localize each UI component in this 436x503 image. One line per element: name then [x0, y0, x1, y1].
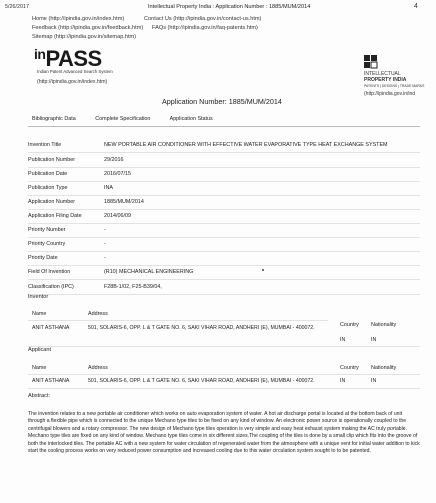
divider: [28, 181, 420, 182]
divider: [28, 152, 420, 153]
field-label-priority-date: Priority Date: [28, 255, 58, 261]
inventor-nationality: IN: [371, 337, 377, 343]
field-value-priority-number: -: [104, 227, 106, 233]
field-value-publication-type: INA: [104, 185, 113, 191]
application-number-heading: Application Number: 1885/MUM/2014: [162, 97, 282, 106]
inventor-section-label: Inventor: [28, 294, 49, 300]
field-value-field-of-invention: (R10) MECHANICAL ENGINEERING: [104, 269, 194, 275]
field-value-priority-country: -: [104, 241, 106, 247]
field-value-publication-date: 2016/07/15: [104, 171, 131, 177]
field-label-publication-number: Publication Number: [28, 157, 76, 163]
inventor-header-nationality: Nationality: [371, 322, 397, 328]
applicant-country: IN: [340, 378, 346, 384]
divider: [28, 320, 328, 321]
tab-application-status[interactable]: Application Status: [169, 116, 213, 122]
applicant-section-label: Applicant: [28, 347, 52, 353]
field-value-application-number: 1885/MUM/2014: [104, 199, 144, 205]
field-label-priority-country: Priority Country: [28, 241, 66, 247]
inventor-header-address: Address: [88, 311, 108, 317]
tab-complete-specification[interactable]: Complete Specification: [95, 116, 151, 122]
tab-bibliographic-data[interactable]: Bibliographic Data: [32, 116, 76, 122]
field-label-application-number: Application Number: [28, 199, 76, 205]
logo-subtitle: Indian Patent Advanced Search System: [37, 69, 113, 74]
applicant-header-country: Country: [340, 365, 359, 371]
field-value-priority-date: -: [104, 255, 106, 261]
field-label-publication-type: Publication Type: [28, 185, 68, 191]
field-label-invention-title: Invention Title: [28, 142, 62, 148]
field-label-publication-date: Publication Date: [28, 171, 68, 177]
divider: [28, 279, 420, 280]
logo-prefix: in: [34, 46, 46, 62]
ip-india-logo[interactable]: [364, 71, 424, 97]
tab-divider: [28, 126, 420, 127]
feedback-link[interactable]: Feedback (http://ipindia.gov.in/feedback.htm): [32, 25, 144, 31]
field-value-invention-title: NEW PORTABLE AIR CONDITIONER WITH EFFECTIVE WATER EVAPORATIVE TYPE HEAT EXCHANGE SYSTEM: [104, 142, 388, 148]
home-link[interactable]: Home (http://ipindia.gov.in/index.htm): [32, 16, 125, 22]
applicant-header-nationality: Nationality: [371, 365, 397, 371]
abstract-text: The invention relates to a new portable air conditioner which works on auto evaporation system of water. A hot air discharge portal is located at the bottom back of unit through a flexible pipe which is connected to the unique Mechano type tiles to be fixed on any kind of window. An electronic power source is operationally coupled to the centrifugal blowers and a rotary compressor. The new design of Mechano type tiles operation is very simple and easy heat exhaust system making the AC truly portable. Mechano type tiles are fixed on any kind of window. Mechano type tiles come in six different sizes.The coupling of the tiles is done by a small clip which fits into the groove of both the interlocked tiles. The portable AC with a new system for water circulation of regenerated water from the atmosphere with a unique vent for initial water addition to kick start the cooling process works on very reduced power consumption and increased cooling due to this water circulation system sought to to be patented.: [28, 411, 420, 455]
divider: [28, 346, 420, 347]
page-number: 4: [414, 3, 418, 10]
ip-india-emblem-icon: [364, 55, 378, 69]
divider: [28, 223, 420, 224]
print-date: 5/26/2017: [5, 4, 29, 10]
field-label-priority-number: Priority Number: [28, 227, 66, 233]
field-value-publication-number: 29/2016: [104, 157, 124, 163]
field-label-classification: Classification (IPC): [28, 284, 74, 290]
inventor-header-country: Country: [340, 322, 359, 328]
speck: [262, 269, 264, 271]
contact-link[interactable]: Contact Us (http://ipindia.gov.in/contact-us.htm): [144, 16, 262, 22]
divider: [28, 251, 420, 252]
field-value-classification: F28B-1/02, F25-B39/04,: [104, 284, 162, 290]
logo-name: PASS: [45, 46, 102, 71]
inventor-name: ANIT ASTHANA: [32, 325, 70, 331]
applicant-name: ANIT ASTHANA: [32, 378, 70, 384]
field-value-filing-date: 2014/06/09: [104, 213, 131, 219]
abstract-label: Abstract:: [28, 393, 51, 399]
divider: [28, 195, 420, 196]
field-label-filing-date: Application Filing Date: [28, 213, 82, 219]
applicant-header-address: Address: [88, 365, 108, 371]
ip-line3: PATENTS | DESIGNS | TRADE MARKS: [364, 84, 425, 88]
ip-line1: INTELLECTUAL: [364, 71, 401, 77]
inventor-header-name: Name: [32, 311, 47, 317]
applicant-header-name: Name: [32, 365, 47, 371]
divider: [28, 209, 420, 210]
applicant-address: 501, SOLARIS-6, OPP. L & T GATE NO. 6, SAKI VIHAR ROAD, ANDHERI (E), MUMBAI - 400072.: [88, 378, 315, 384]
divider: [28, 294, 420, 295]
faqs-link[interactable]: FAQs (http://ipindia.gov.in/faq-patents.htm): [152, 25, 258, 31]
sitemap-link[interactable]: Sitemap (http://ipindia.gov.in/sitemap.htm): [32, 34, 137, 40]
logo-link[interactable]: (http://ipindia.gov.in/index.htm): [37, 79, 108, 85]
tab-bar: [32, 116, 231, 122]
field-label-field-of-invention: Field Of Invention: [28, 269, 71, 275]
ip-line2: PROPERTY INDIA: [364, 77, 407, 83]
ip-link[interactable]: (http://ipindia.gov.in/ind: [364, 91, 416, 97]
divider: [28, 265, 420, 266]
browser-title: Intellectual Property India : Application Number : 1885/MUM/2014: [148, 4, 311, 10]
inventor-country: IN: [340, 337, 346, 343]
applicant-nationality: IN: [371, 378, 377, 384]
divider: [28, 388, 420, 389]
divider: [28, 167, 420, 168]
divider: [28, 374, 420, 375]
divider: [28, 237, 420, 238]
inventor-address: 501, SOLARIS-6, OPP. L & T GATE NO. 6, SAKI VIHAR ROAD, ANDHERI (E), MUMBAI - 400072.: [88, 325, 315, 331]
